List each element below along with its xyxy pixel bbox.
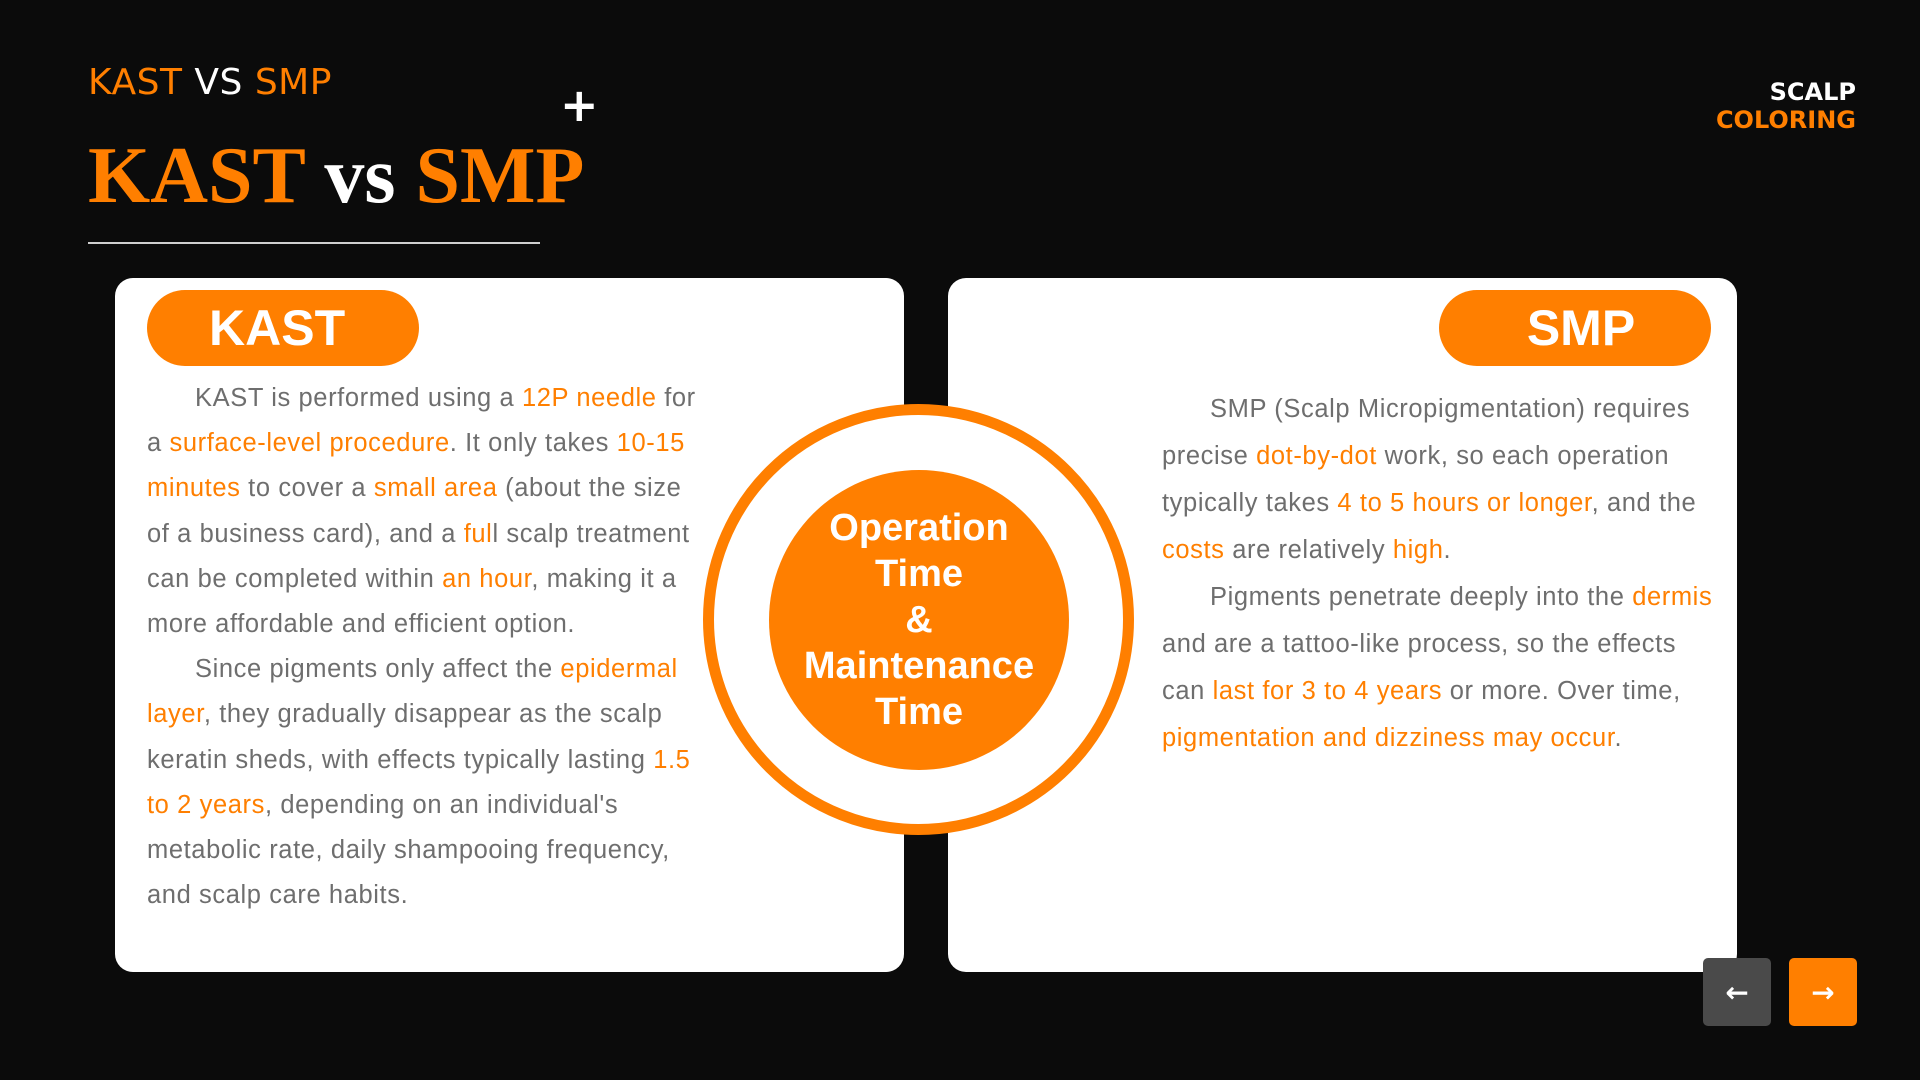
smp-paragraph-1: SMP (Scalp Micropigmentation) requires precise dot-by-dot work, so each operation typically takes 4 to 5 hours or longer, and the costs are relatively high. bbox=[1162, 395, 1697, 564]
eyebrow-vs: VS bbox=[182, 62, 255, 103]
title-kast: KAST bbox=[88, 132, 305, 220]
brand-line-1: SCALP bbox=[1769, 78, 1856, 106]
title-vs: vs bbox=[304, 132, 416, 220]
title-divider bbox=[88, 242, 540, 244]
next-button[interactable] bbox=[1789, 958, 1857, 1026]
arrow-right-icon: → bbox=[1811, 975, 1835, 1009]
eyebrow-smp: SMP bbox=[254, 62, 332, 103]
smp-description bbox=[1162, 386, 1722, 762]
kast-paragraph-2: Since pigments only affect the epidermal layer, they gradually disappear as the scalp keratin sheds, with effects typically lasting 1.5 to 2 years, depending on an individual's metabolic rate, daily shampooing frequency, and scalp care habits. bbox=[147, 655, 691, 910]
kast-heading-pill: KAST bbox=[147, 290, 419, 366]
eyebrow-title bbox=[88, 62, 332, 103]
center-label: Operation Time & Maintenance Time bbox=[803, 507, 1035, 733]
kast-description bbox=[147, 376, 707, 918]
brand-logo bbox=[1716, 78, 1856, 134]
smp-heading-pill: SMP bbox=[1439, 290, 1711, 366]
eyebrow-kast: KAST bbox=[88, 62, 183, 103]
brand-line-2: COLORING bbox=[1715, 106, 1856, 134]
kast-paragraph-1: KAST is performed using a 12P needle for a surface-level procedure. It only takes 10-15 minutes to cover a small area (about the size of a business card), and a full scalp treatment can be completed within an hour, making it a more affordable and efficient option. bbox=[147, 384, 696, 639]
plus-icon: + bbox=[560, 78, 599, 132]
smp-paragraph-2: Pigments penetrate deeply into the dermis and are a tattoo-like process, so the effects can last for 3 to 4 years or more. Over time, pigmentation and dizziness may occur. bbox=[1162, 583, 1713, 752]
page-title bbox=[88, 132, 585, 220]
title-smp: SMP bbox=[415, 132, 585, 220]
center-circle bbox=[769, 470, 1069, 770]
arrow-left-icon: ← bbox=[1725, 975, 1749, 1009]
previous-button[interactable] bbox=[1703, 958, 1771, 1026]
